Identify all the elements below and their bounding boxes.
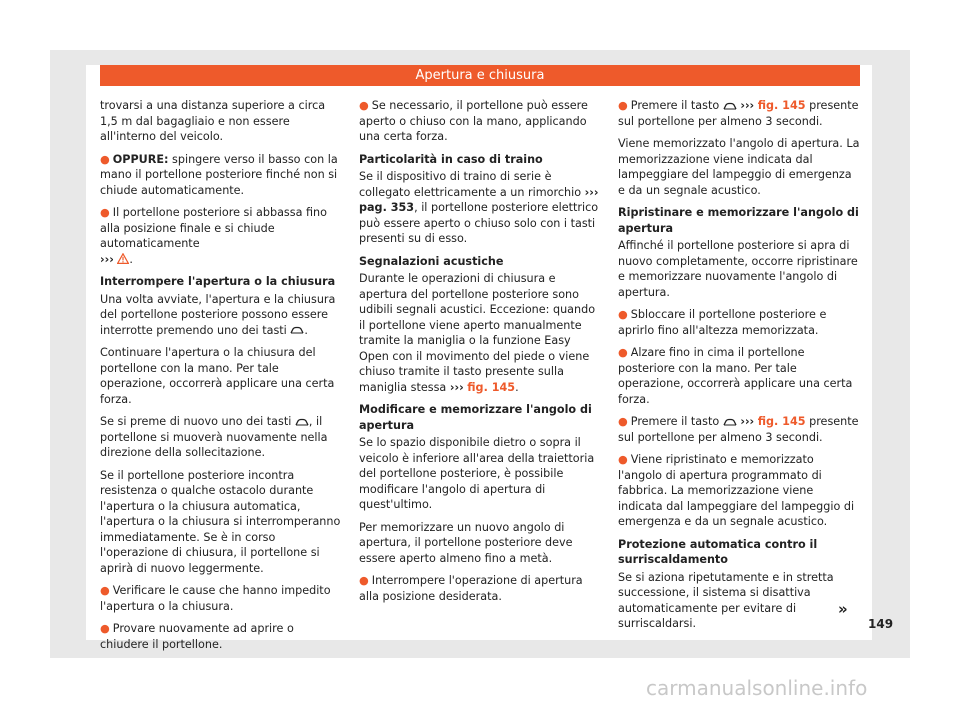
bullet-text: Premere il tasto bbox=[630, 415, 720, 428]
bullet-item bbox=[618, 307, 861, 338]
bullet-item bbox=[618, 452, 861, 530]
paragraph-text: , il portellone posteriore elettrico può essere aperto o chiuso solo con i tasti presenti su di esso. bbox=[359, 201, 599, 245]
bullet-item bbox=[100, 621, 343, 652]
tailgate-button-icon bbox=[295, 418, 309, 427]
arrow-ref-icon: ››› bbox=[449, 380, 464, 394]
bullet-text: Viene ripristinato e memorizzato l'angolo di apertura programmato di fabbrica. La memorizzazione viene indicata dal lampeggiare del lampeggio di emergenza e da un segnale acustico. bbox=[618, 453, 855, 528]
tailgate-button-icon bbox=[723, 102, 737, 111]
paragraph: Se lo spazio disponibile dietro o sopra il veicolo è inferiore all'area della traiettoria del portellone posteriore, è possibile modificare l'angolo di apertura di quest'ultimo. bbox=[359, 436, 595, 511]
continue-arrow-icon: » bbox=[838, 600, 848, 618]
section-heading: Protezione automatica contro il surriscaldamento bbox=[618, 537, 818, 566]
paragraph: Viene memorizzato l'angolo di apertura. La memorizzazione viene indicata dal lampeggiare del lampeggio di emergenza e da un segnale acustico. bbox=[618, 137, 860, 197]
bullet-text: presente sul portellone per almeno 3 secondi. bbox=[618, 99, 859, 128]
paragraph bbox=[359, 169, 602, 247]
section-heading: Ripristinare e memorizzare l'angolo di apertura bbox=[618, 206, 859, 235]
column-1 bbox=[100, 98, 343, 659]
bullet-text: Alzare fino in cima il portellone posteriore con la mano. Per tale operazione, occorrerà applicare una certa forza. bbox=[618, 346, 853, 406]
bullet-text: presente sul portellone per almeno 3 secondi. bbox=[618, 415, 859, 444]
tailgate-button-icon bbox=[290, 326, 304, 335]
arrow-ref-icon: ››› bbox=[740, 99, 755, 112]
bullet-icon: ● bbox=[100, 152, 110, 166]
bullet-text: spingere verso il basso con la mano il portellone posteriore finché non si chiude automaticamente. bbox=[100, 152, 338, 197]
section-heading: Interrompere l'apertura o la chiusura bbox=[100, 275, 336, 288]
bullet-icon: ● bbox=[100, 584, 110, 597]
bullet-icon: ● bbox=[618, 453, 628, 466]
arrow-ref-icon: ››› bbox=[584, 185, 599, 199]
bullet-item bbox=[359, 98, 602, 145]
bullet-icon: ● bbox=[618, 99, 628, 112]
section-heading: Modificare e memorizzare l'angolo di apertura bbox=[359, 403, 592, 432]
column-2 bbox=[359, 98, 602, 611]
arrow-ref-icon: ››› bbox=[100, 252, 114, 266]
bullet-item bbox=[618, 98, 861, 129]
bullet-text: Se necessario, il portellone può essere aperto o chiuso con la mano, applicando una certa forza. bbox=[359, 99, 588, 143]
figure-reference-link[interactable]: fig. 145 bbox=[757, 99, 806, 112]
bullet-icon: ● bbox=[100, 622, 110, 635]
bullet-text: Interrompere l'operazione di apertura alla posizione desiderata. bbox=[359, 574, 583, 603]
column-3 bbox=[618, 98, 861, 639]
bullet-item bbox=[100, 583, 343, 614]
bullet-item bbox=[100, 205, 343, 267]
paragraph-text: , il portellone si muoverà nuovamente nella direzione della sollecitazione. bbox=[100, 415, 328, 459]
paragraph-text: Se si preme di nuovo uno dei tasti bbox=[100, 415, 292, 428]
figure-reference-link[interactable]: fig. 145 bbox=[757, 415, 806, 428]
paragraph bbox=[100, 292, 343, 339]
tailgate-button-icon bbox=[723, 418, 737, 427]
paragraph: Continuare l'apertura o la chiusura del portellone con la mano. Per tale operazione, occorrerà applicare una certa forza. bbox=[100, 346, 335, 406]
period: . bbox=[129, 252, 133, 266]
page-reference-link[interactable]: pag. 353 bbox=[359, 201, 415, 214]
bullet-item bbox=[618, 345, 861, 407]
bullet-text: Sbloccare il portellone posteriore e aprirlo fino all'altezza memorizzata. bbox=[618, 308, 827, 337]
paragraph-text: Se il dispositivo di traino di serie è collegato elettricamente a un rimorchio bbox=[359, 170, 585, 199]
section-heading: Segnalazioni acustiche bbox=[359, 254, 504, 268]
section-heading: Particolarità in caso di traino bbox=[359, 152, 543, 166]
bullet-item bbox=[359, 573, 602, 604]
paragraph bbox=[100, 414, 343, 461]
bullet-item bbox=[618, 414, 861, 445]
bullet-text: Premere il tasto bbox=[630, 99, 720, 112]
bullet-text: Verificare le cause che hanno impedito l'apertura o la chiusura. bbox=[100, 584, 331, 613]
arrow-ref-icon: ››› bbox=[740, 415, 755, 428]
paragraph-text: Una volta avviate, l'apertura e la chiusura del portellone posteriore possono essere interrotte premendo uno dei tasti bbox=[100, 292, 336, 337]
section-title: Apertura e chiusura bbox=[415, 68, 545, 83]
paragraph: trovarsi a una distanza superiore a circa 1,5 m dal bagagliaio e non essere all'interno del veicolo. bbox=[100, 99, 326, 143]
bullet-strong: OPPURE: bbox=[112, 152, 169, 166]
page-number: 149 bbox=[868, 617, 894, 631]
paragraph: Se il portellone posteriore incontra resistenza o qualche ostacolo durante l'apertura o la chiusura automatica, l'apertura o la chiusura si interromperanno immediatamente. Se è in corso l'operazione di chiusura, il portellone si aprirà di nuovo leggermente. bbox=[100, 468, 341, 575]
section-header bbox=[100, 65, 860, 86]
bullet-icon: ● bbox=[618, 308, 628, 321]
bullet-icon: ● bbox=[100, 206, 110, 219]
watermark: carmanualsonline.info bbox=[646, 676, 868, 700]
paragraph-text: . bbox=[515, 380, 519, 394]
paragraph: Se si aziona ripetutamente e in stretta successione, il sistema si disattiva automaticamente per evitare di surriscaldarsi. bbox=[618, 570, 834, 630]
paragraph-text: Durante le operazioni di chiusura e apertura del portellone posteriore sono udibili segnali acustici. Eccezione: quando il portellone viene aperto manualmente tramite la maniglia o la funzione Easy Open con il movimento del piede o viene chiuso tramite il tasto presente sulla maniglia stessa bbox=[359, 272, 596, 394]
bullet-item bbox=[100, 152, 343, 199]
bullet-icon: ● bbox=[618, 415, 628, 428]
paragraph bbox=[359, 271, 602, 395]
bullet-icon: ● bbox=[359, 99, 369, 112]
paragraph: Affinché il portellone posteriore si apra di nuovo completamente, occorre ripristinare e memorizzare nuovamente l'angolo di apertura. bbox=[618, 239, 858, 299]
bullet-text: Provare nuovamente ad aprire o chiudere il portellone. bbox=[100, 622, 294, 651]
bullet-icon: ● bbox=[359, 574, 369, 587]
paragraph: Per memorizzare un nuovo angolo di apertura, il portellone posteriore deve essere aperto almeno fino a metà. bbox=[359, 520, 573, 565]
period: . bbox=[304, 323, 308, 337]
figure-reference-link[interactable]: fig. 145 bbox=[467, 380, 516, 394]
bullet-text: Il portellone posteriore si abbassa fino alla posizione finale e si chiude automaticamente bbox=[100, 206, 327, 250]
bullet-icon: ● bbox=[618, 346, 628, 359]
warning-triangle-icon[interactable] bbox=[117, 253, 129, 264]
